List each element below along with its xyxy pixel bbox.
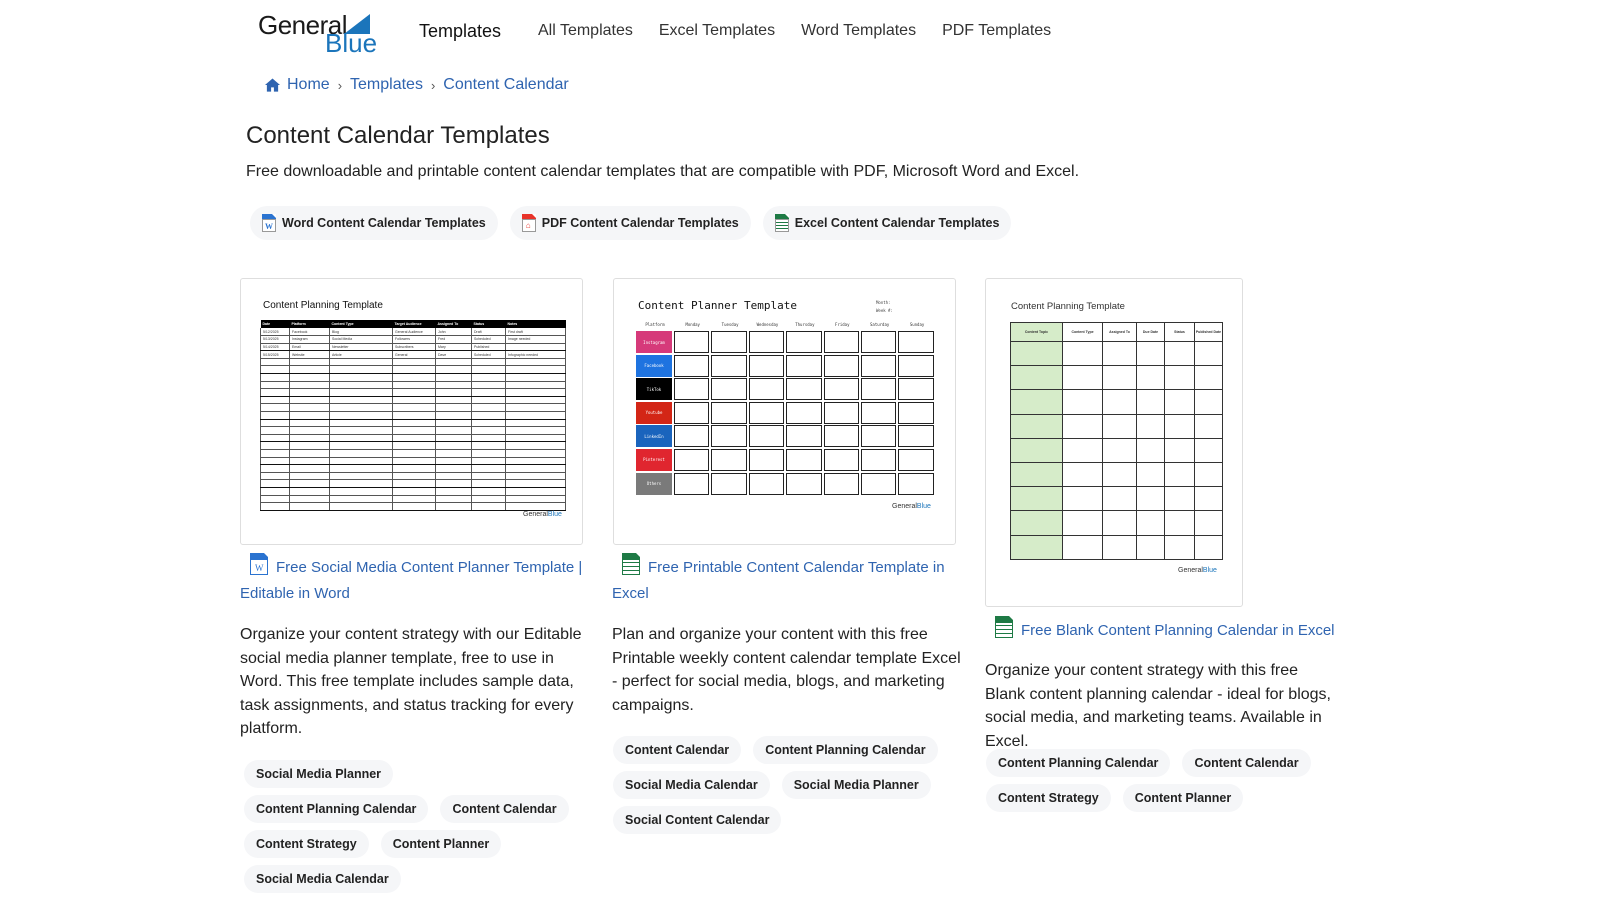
tag[interactable]: Content Strategy	[244, 830, 369, 858]
tag-list	[244, 760, 589, 893]
page-title: Content Calendar Templates	[246, 122, 550, 149]
template-title-link[interactable]	[612, 553, 957, 607]
preview-title: Content Planner Template	[638, 299, 797, 312]
preview-platform-row: LinkedIn	[636, 425, 936, 447]
template-preview-1[interactable]	[240, 278, 583, 545]
preview-title: Content Planning Template	[1011, 301, 1125, 312]
page-description: Free downloadable and printable content calendar templates that are compatible with PDF, Microsoft Word and Excel.	[246, 163, 1080, 180]
pdf-doc-icon: ⌂	[522, 214, 536, 232]
template-title: Free Social Media Content Planner Template | Editable in Word	[240, 559, 583, 602]
format-filters	[250, 206, 1011, 240]
nav-all-templates[interactable]: All Templates	[538, 22, 633, 39]
chevron-right-icon: ›	[337, 77, 343, 93]
tag[interactable]: Content Calendar	[1182, 749, 1310, 777]
chevron-right-icon: ›	[430, 77, 436, 93]
brand-label[interactable]: Templates	[419, 21, 502, 41]
filter-excel-templates[interactable]	[763, 206, 1012, 240]
filter-label: PDF Content Calendar Templates	[541, 216, 739, 230]
filter-word-templates[interactable]	[250, 206, 498, 240]
preview-table: Content Topic Content Type Assigned To Due Date Status Published Date	[1010, 322, 1223, 560]
breadcrumb	[265, 76, 569, 94]
template-title: Free Printable Content Calendar Template in Excel	[612, 559, 945, 602]
tag[interactable]: Content Strategy	[986, 784, 1111, 812]
breadcrumb-content-calendar[interactable]: Content Calendar	[443, 76, 569, 93]
preview-title: Content Planning Template	[263, 300, 383, 311]
nav-word-templates[interactable]: Word Templates	[801, 22, 917, 39]
tag-list	[986, 749, 1331, 812]
preview-table: Date Platform Content Type Target Audience Assigned To Status Notes 5/12/2025 Facebook Blog General Audience John Draft First draft 5/13/2025 Instagram Social Media Followers Fred Scheduled Image needed 5/14/2025 Email Newsletter Subscribers Mary Published 5/15/2025 Website Article General Dave Scheduled Infographic needed	[260, 320, 566, 511]
tag[interactable]: Social Content Calendar	[613, 806, 781, 834]
tag-list	[613, 736, 958, 834]
preview-meta: Month: Week #:	[876, 300, 893, 313]
template-preview-2[interactable]	[613, 278, 956, 545]
preview-platform-row: Facebook	[636, 355, 936, 377]
site-header	[0, 0, 1600, 64]
breadcrumb-home[interactable]: Home	[287, 76, 330, 93]
excel-doc-icon	[995, 616, 1013, 638]
logo-text-blue: Blue	[325, 28, 378, 58]
tag[interactable]: Social Media Planner	[244, 760, 393, 788]
logo-text-general: General	[258, 10, 347, 40]
main-nav	[538, 22, 1077, 40]
preview-brand: GeneralBlue	[892, 503, 931, 510]
breadcrumb-templates[interactable]: Templates	[350, 76, 423, 93]
preview-platform-row: TikTok	[636, 378, 936, 400]
word-doc-icon: W	[262, 214, 276, 232]
tag[interactable]: Content Planning Calendar	[753, 736, 937, 764]
tag[interactable]: Content Planning Calendar	[244, 795, 428, 823]
nav-pdf-templates[interactable]: PDF Templates	[942, 22, 1052, 39]
preview-platform-row: Instagram	[636, 331, 936, 353]
tag[interactable]: Social Media Planner	[782, 771, 931, 799]
preview-platform-row: Pinterest	[636, 449, 936, 471]
excel-doc-icon	[775, 214, 789, 232]
tag[interactable]: Social Media Calendar	[613, 771, 770, 799]
tag[interactable]: Content Planner	[1123, 784, 1244, 812]
nav-excel-templates[interactable]: Excel Templates	[658, 22, 776, 39]
filter-pdf-templates[interactable]	[510, 206, 751, 240]
tag[interactable]: Content Planning Calendar	[986, 749, 1170, 777]
logo[interactable]	[258, 10, 378, 58]
preview-brand: GeneralBlue	[1178, 567, 1217, 574]
template-title-link[interactable]	[985, 616, 1345, 644]
filter-label: Word Content Calendar Templates	[282, 216, 486, 230]
template-title: Free Blank Content Planning Calendar in Excel	[1021, 622, 1335, 639]
word-doc-icon: W	[250, 553, 268, 575]
template-description: Organize your content strategy with this free Blank content planning calendar - ideal for blogs, social media, and marketing teams. Available in Excel.	[985, 662, 1331, 750]
home-icon	[265, 78, 280, 92]
tag[interactable]: Content Calendar	[613, 736, 741, 764]
template-preview-3[interactable]	[985, 278, 1243, 607]
tag[interactable]: Content Calendar	[440, 795, 568, 823]
tag[interactable]: Content Planner	[381, 830, 502, 858]
tag[interactable]: Social Media Calendar	[244, 865, 401, 893]
preview-platform-row: Youtube	[636, 402, 936, 424]
template-title-link[interactable]	[240, 553, 585, 607]
preview-grid: Platform Monday Tuesday Wednesday Thursday Friday Saturday Sunday Instagram Facebook TikTok Youtube LinkedIn Pinterest Others	[636, 322, 936, 496]
excel-doc-icon	[622, 553, 640, 575]
template-description: Organize your content strategy with our Editable social media planner template, free to use in Word. This free template includes sample data, task assignments, and status tracking for every platform.	[240, 626, 582, 737]
preview-platform-row: Others	[636, 473, 936, 495]
filter-label: Excel Content Calendar Templates	[794, 216, 1000, 230]
preview-brand: GeneralBlue	[523, 511, 562, 518]
template-description: Plan and organize your content with this free Printable weekly content calendar template Excel - perfect for social media, blogs, and marketing campaigns.	[612, 626, 961, 714]
